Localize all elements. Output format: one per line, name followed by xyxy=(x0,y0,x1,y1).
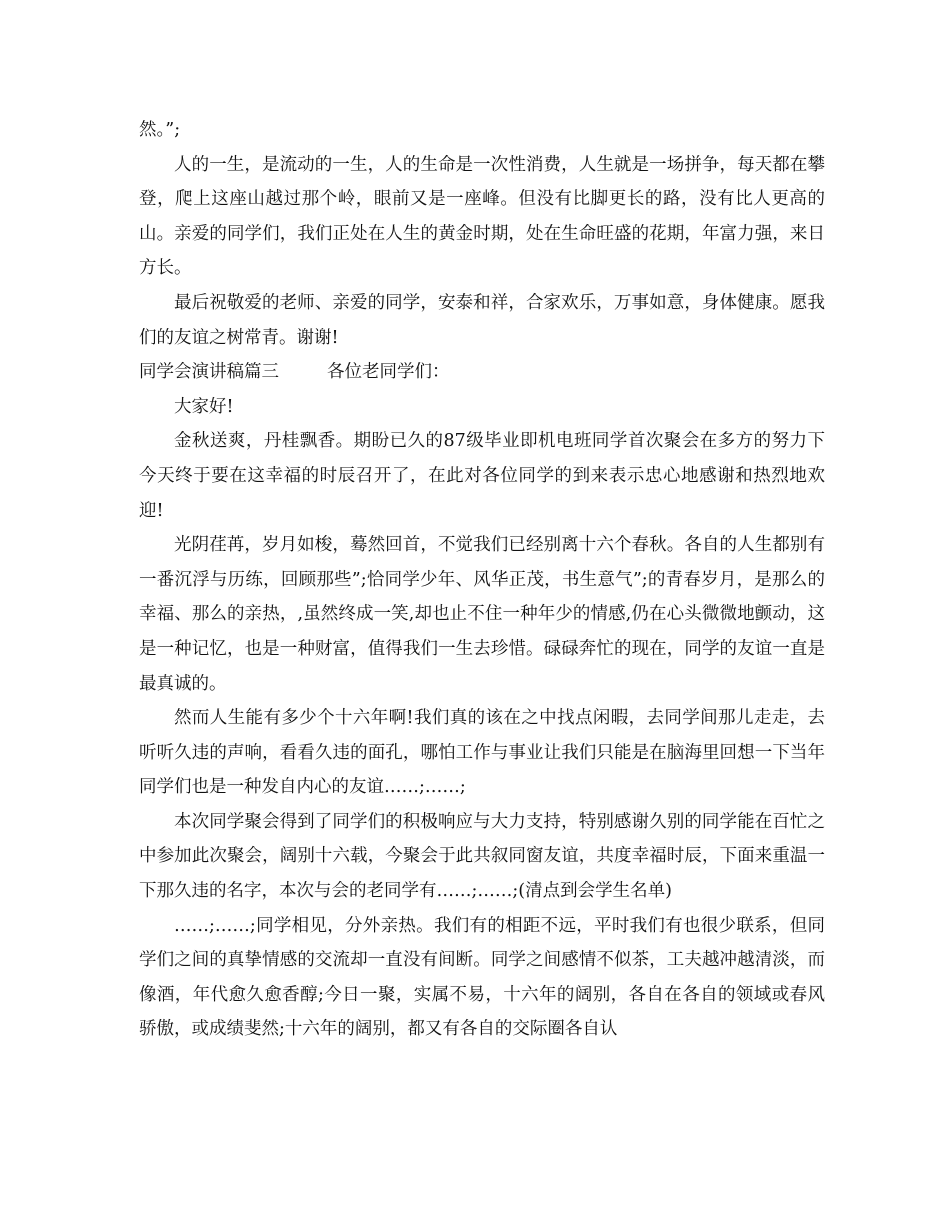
paragraph-gratitude: 本次同学聚会得到了同学们的积极响应与大力支持，特别感谢久别的同学能在百忙之中参加此次聚会，阔别十六载，今聚会于此共叙同窗友谊，共度幸福时辰，下面来重温一下那久违的名字，本次与会的老同学有……;……;(清点到会学生名单) xyxy=(139,811,825,902)
paragraph-greeting: 大家好! xyxy=(174,396,234,417)
document-body xyxy=(139,113,825,1047)
paragraph-reunion: ……;……;同学相见，分外亲热。我们有的相距不远，平时我们有也很少联系，但同学们之间的真挚情感的交流却一直没有间断。同学之间感情不似茶，工夫越冲越清淡，而像酒，年代愈久愈香醇;今日一聚，实属不易，十六年的阔别，各自在各自的领域或春风骄傲，或成绩斐然;十六年的阔别，都又有各自的交际圈各自认 xyxy=(139,915,825,1040)
paragraph-sixteen-years: 然而人生能有多少个十六年啊!我们真的该在之中找点闲暇，去同学间那儿走走，去听听久违的声响，看看久违的面孔，哪怕工作与事业让我们只能是在脑海里回想一下当年同学们也是一种发自内心的友谊……;……; xyxy=(139,708,825,798)
paragraph-welcome: 金秋送爽，丹桂飘香。期盼已久的87级毕业即机电班同学首次聚会在多方的努力下今天终于要在这幸福的时辰召开了，在此对各位同学的到来表示忠心地感谢和热烈地欢迎! xyxy=(139,431,825,521)
section-title: 同学会演讲稿篇三 xyxy=(139,362,279,383)
salutation: 各位老同学们： xyxy=(327,362,450,383)
paragraph-continuation: 然。”; xyxy=(139,120,181,140)
section-heading xyxy=(139,355,825,390)
paragraph-memories: 光阴荏苒，岁月如梭，蓦然回首，不觉我们已经别离十六个春秋。各自的人生都别有一番沉浮与历练，回顾那些”;恰同学少年、风华正茂，书生意气”;的青春岁月，是那么的幸福、那么的亲热，,虽然终成一笑,却也止不住一种年少的情感,仍在心头微微地颤动，这是一种记忆，也是一种财富，值得我们一生去珍惜。碌碌奔忙的现在，同学的友谊一直是最真诚的。 xyxy=(139,535,825,694)
paragraph-life: 人的一生，是流动的一生，人的生命是一次性消费，人生就是一场拼争，每天都在攀登，爬上这座山越过那个岭，眼前又是一座峰。但没有比脚更长的路，没有比人更高的山。亲爱的同学们，我们正处在人生的黄金时期，处在生命旺盛的花期，年富力强，来日方长。 xyxy=(139,154,825,279)
paragraph-closing-wishes: 最后祝敬爱的老师、亲爱的同学，安泰和祥，合家欢乐，万事如意，身体健康。愿我们的友谊之树常青。谢谢! xyxy=(139,292,825,348)
